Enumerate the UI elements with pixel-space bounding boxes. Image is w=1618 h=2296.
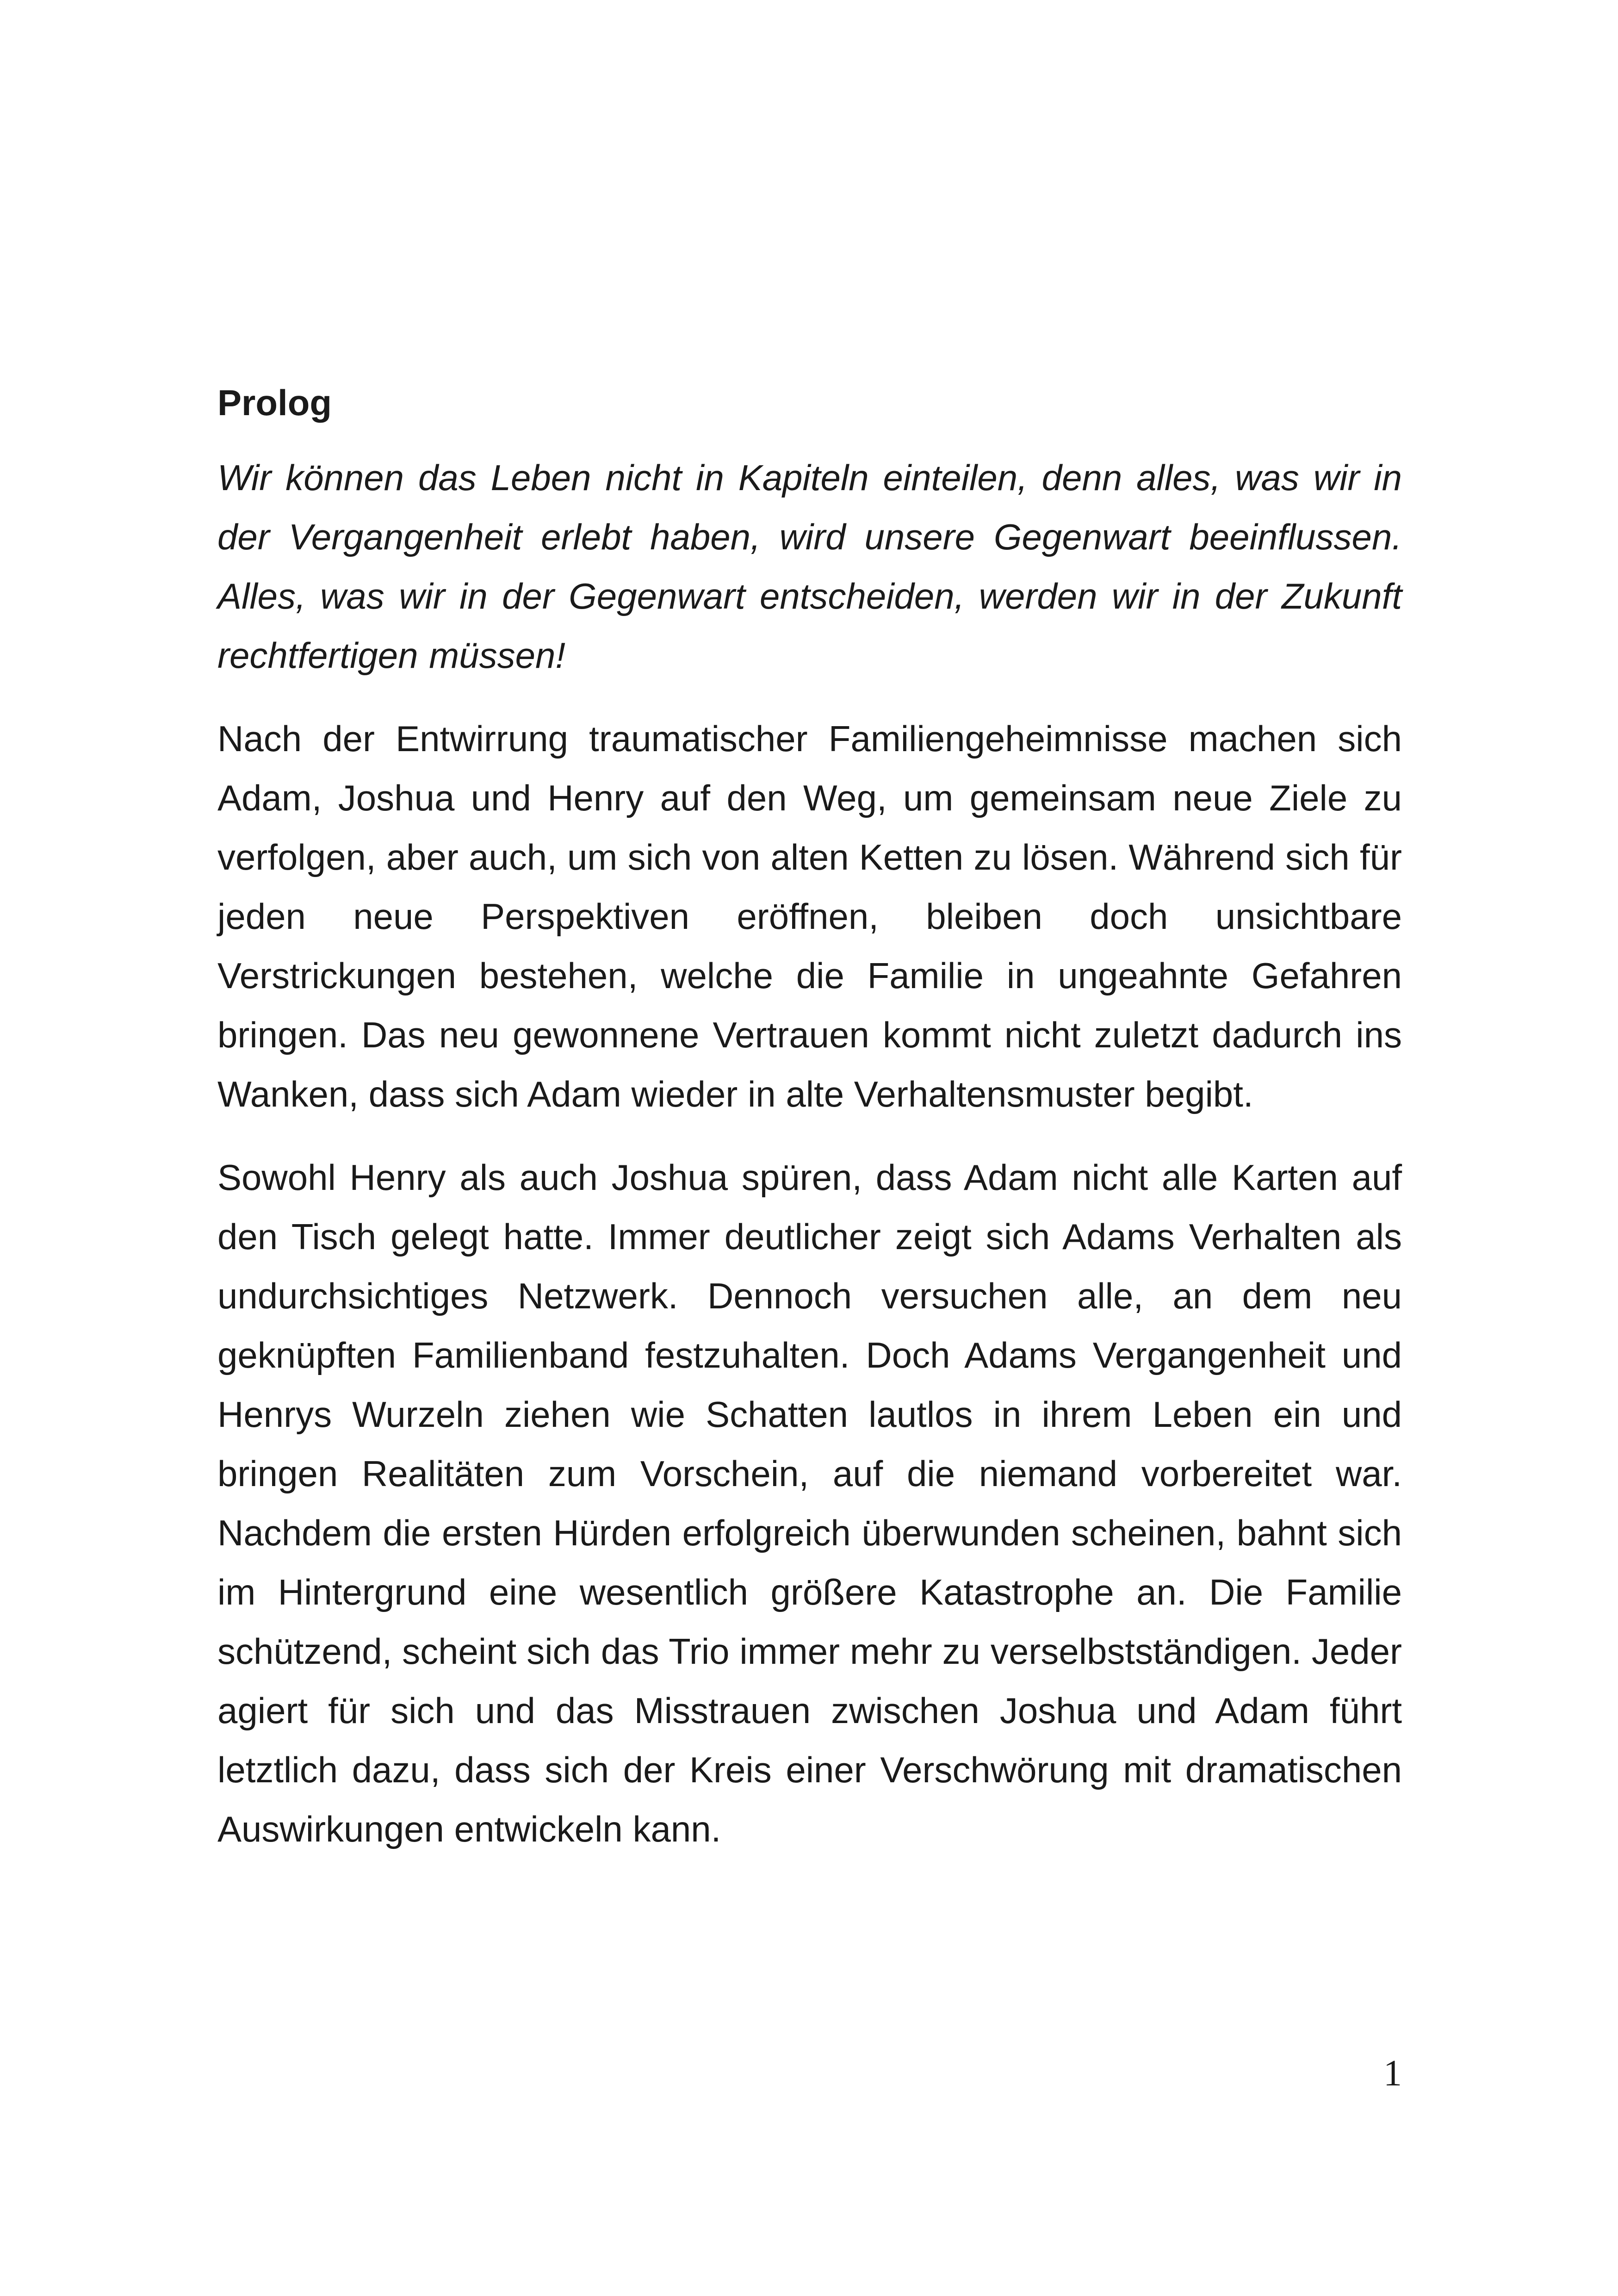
body-paragraph-1: Nach der Entwirrung traumatischer Familiengeheimnisse machen sich Adam, Joshua und Henry auf den Weg, um gemeinsam neue Ziele zu verfolgen, aber auch, um sich von alten Ketten zu lösen. Während sich für jeden neue Perspektiven eröffnen, bleiben doch unsichtbare Verstrickungen bestehen, welche die Familie in ungeahnte Gefahren bringen. Das neu gewonnene Vertrauen kommt nicht zuletzt dadurch ins Wanken, dass sich Adam wieder in alte Verhaltensmuster begibt. xyxy=(217,718,1402,1114)
chapter-heading: Prolog xyxy=(217,382,332,423)
page-number: 1 xyxy=(1383,2053,1402,2094)
motto-paragraph: Wir können das Leben nicht in Kapiteln einteilen, denn alles, was wir in der Vergangenheit erlebt haben, wird unsere Gegenwart beeinflussen. Alles, was wir in der Gegenwart entscheiden, werden wir in der Zukunft rechtfertigen müssen! xyxy=(217,457,1402,676)
body-paragraph-2: Sowohl Henry als auch Joshua spüren, dass Adam nicht alle Karten auf den Tisch gelegt hatte. Immer deutlicher zeigt sich Adams Verhalten als undurchsichtiges Netzwerk. Dennoch versuchen alle, an dem neu geknüpften Familienband festzuhalten. Doch Adams Vergangenheit und Henrys Wurzeln ziehen wie Schatten lautlos in ihrem Leben ein und bringen Realitäten zum Vorschein, auf die niemand vorbereitet war. Nachdem die ersten Hürden erfolgreich überwunden scheinen, bahnt sich im Hintergrund eine wesentlich größere Katastrophe an. Die Familie schützend, scheint sich das Trio immer mehr zu verselbstständigen. Jeder agiert für sich und das Misstrauen zwischen Joshua und Adam führt letztlich dazu, dass sich der Kreis einer Verschwörung mit dramatischen Auswirkungen entwickeln kann. xyxy=(217,1157,1402,1849)
page-content xyxy=(217,380,1402,1883)
